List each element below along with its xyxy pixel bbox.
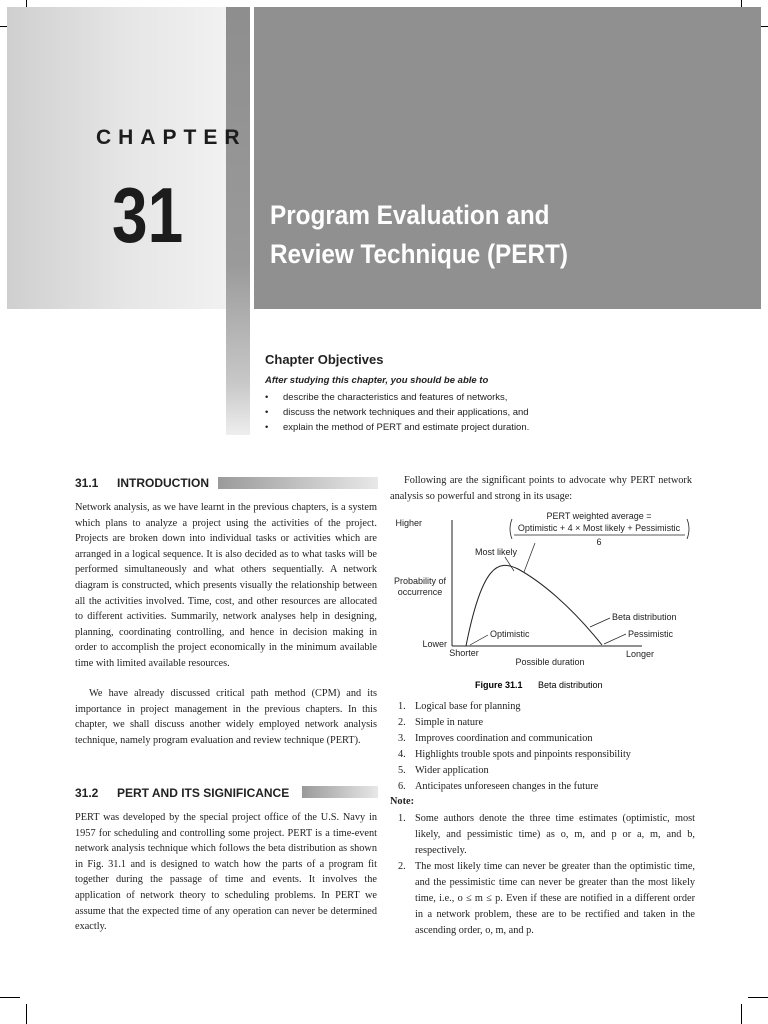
note-text: Some authors denote the three time estimates (optimistic, most likely, and pessimistic time) as o, m, and p or a, m, and b, respectively. (415, 813, 695, 856)
section-heading-pert (75, 786, 289, 800)
y-axis-top-label: Higher (395, 518, 422, 528)
figure-caption-number: Figure 31.1 (475, 680, 523, 690)
formula-title: PERT weighted average = (546, 511, 652, 521)
label-beta-distribution: Beta distribution (612, 612, 677, 622)
list-text: Wider application (415, 765, 489, 776)
formula-bracket-left (510, 519, 512, 539)
y-axis-label-line-1: Probability of (393, 576, 447, 586)
objective-item: • explain the method of PERT and estimate project duration. (265, 420, 529, 435)
label-optimistic: Optimistic (490, 629, 530, 639)
list-text: Anticipates unforeseen changes in the future (415, 781, 599, 792)
list-number: 5. (398, 765, 406, 776)
crop-mark (0, 997, 20, 998)
figure-caption-text: Beta distribution (538, 680, 603, 690)
list-item (390, 715, 695, 731)
list-number: 4. (398, 749, 406, 760)
label-pessimistic: Pessimistic (628, 629, 674, 639)
list-text: Highlights trouble spots and pinpoints responsibility (415, 749, 631, 760)
label-most-likely: Most likely (475, 547, 518, 557)
section-title: INTRODUCTION (117, 476, 209, 490)
x-axis-label: Possible duration (515, 657, 585, 667)
formula-numerator: Optimistic + 4 × Most likely + Pessimistic (517, 523, 681, 533)
note-number: 1. (398, 813, 406, 824)
list-text: Improves coordination and communication (415, 733, 593, 744)
objectives-heading: Chapter Objectives (265, 352, 384, 367)
beta-curve (466, 565, 602, 646)
list-text: Logical base for planning (415, 701, 521, 712)
chapter-title (270, 196, 702, 274)
notes-list (390, 811, 695, 939)
note-number: 2. (398, 861, 406, 872)
list-item (390, 699, 695, 715)
section-rule (302, 786, 378, 798)
list-item (390, 779, 695, 795)
section-heading-introduction (75, 476, 209, 490)
section-title: PERT AND ITS SIGNIFICANCE (117, 786, 290, 800)
objectives-intro: After studying this chapter, you should be able to (265, 375, 489, 386)
section-number: 31.2 (75, 786, 99, 800)
crop-mark (748, 997, 768, 998)
crop-mark (741, 1004, 742, 1024)
section-number: 31.1 (75, 476, 99, 490)
pointer-pessimistic (604, 634, 626, 644)
chapter-number: 31 (112, 171, 184, 259)
list-text: Simple in nature (415, 717, 484, 728)
pert-paragraph: PERT was developed by the special project office of the U.S. Navy in 1957 for scheduling and controlling some project. PERT is a time-event network analysis technique which follows the beta distribution as shown in Fig. 31.1 and is designed to watch how the parts of a program fit together during the passage of time and events. It involves the application of network theory to scheduling problems. In PERT we assume that the expected time of any operation can never be determined exactly. (75, 812, 377, 933)
pointer-beta-distribution (590, 618, 610, 627)
chapter-title-line-1: Program Evaluation and (270, 200, 550, 230)
beta-distribution-diagram (390, 505, 700, 695)
list-number: 1. (398, 701, 406, 712)
formula-bracket-right (687, 519, 689, 539)
y-axis-bottom-label: Lower (422, 639, 447, 649)
note-item (390, 811, 695, 859)
note-text: The most likely time can never be greater than the optimistic time, and the pessimistic time can never be greater than the most likely time, i.e., o ≤ m ≤ p. Even if these are notified in a different order in a network problem, these are to be rectified and taken in the ascending order, o, m, and p. (415, 861, 695, 936)
chapter-label: CHAPTER (96, 126, 247, 149)
objective-item: • describe the characteristics and features of networks, (265, 390, 529, 405)
list-item (390, 763, 695, 779)
list-item (390, 731, 695, 747)
y-axis-label-line-2: occurrence (397, 587, 443, 597)
note-heading: Note: (390, 796, 415, 807)
note-item (390, 859, 695, 939)
list-number: 2. (398, 717, 406, 728)
list-item (390, 747, 695, 763)
intro-paragraph-2: We have already discussed critical path method (CPM) and its importance in project management in the previous chapters. In this chapter, we shall discuss another widely employed network analysis technique, namely program evaluation and review technique (PERT). (75, 688, 377, 746)
advantages-list (390, 699, 695, 795)
pointer-optimistic (470, 635, 488, 645)
chapter-header-bar (226, 7, 250, 435)
list-number: 6. (398, 781, 406, 792)
formula-denominator: 6 (596, 537, 602, 547)
intro-paragraph-1: Network analysis, as we have learnt in the previous chapters, is a system which plans to analyze a project using the activities of the project. Projects are broken down into individual tasks or activities which are arranged in a logical sequence. It is also decided as to what tasks will be performed simultaneously and what others sequentially. A network diagram is constructed, which presents visually the relationship between all the activities involved. Time, cost, and other resources are allocated to different activities. Summarily, network analyses help in designing, planning, coordinating controlling, and hence in decision making in order to accomplish the project economically in the minimum available time with limited available resources. (75, 502, 377, 669)
list-number: 3. (398, 733, 406, 744)
right-intro-paragraph: Following are the significant points to advocate why PERT network analysis so powerful and strong in its usage: (390, 475, 692, 502)
beta-distribution-figure (390, 505, 700, 700)
x-axis-left-label: Shorter (449, 648, 479, 658)
x-axis-right-label: Longer (625, 649, 655, 659)
chapter-header-left-panel (7, 7, 226, 309)
chapter-title-line-2: Review Technique (PERT) (270, 239, 568, 269)
pointer-most-likely (505, 557, 514, 571)
objective-item: • discuss the network techniques and their applications, and (265, 405, 529, 420)
objectives-list (265, 390, 529, 435)
crop-mark (26, 1004, 27, 1024)
section-rule (218, 477, 378, 489)
pointer-formula (524, 543, 535, 572)
